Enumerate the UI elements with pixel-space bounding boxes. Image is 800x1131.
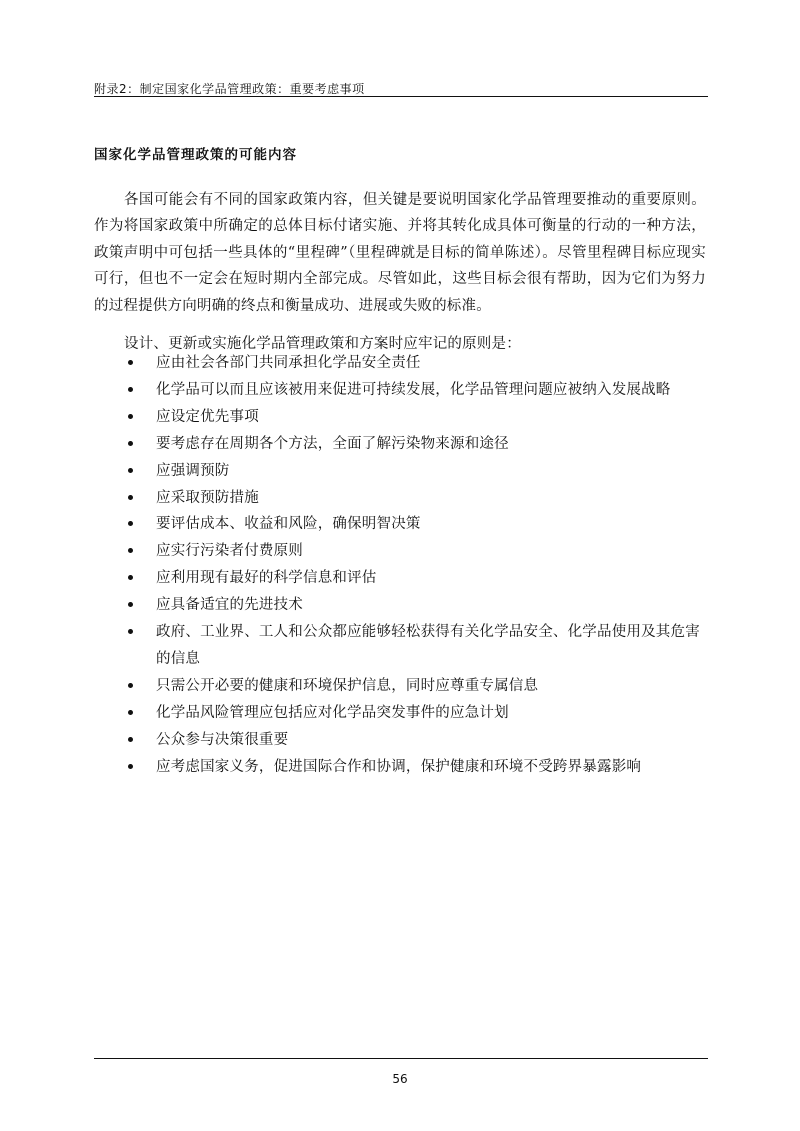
list-item-text: 应具备适宜的先进技术 bbox=[156, 597, 303, 614]
bullet-icon bbox=[128, 360, 133, 365]
list-item-text: 政府、工业界、工人和公众都应能够轻松获得有关化学品安全、化学品使用及其危害的信息 bbox=[156, 624, 700, 667]
list-item bbox=[94, 511, 708, 538]
list-item-text: 要评估成本、收益和风险，确保明智决策 bbox=[156, 516, 421, 533]
bullet-icon bbox=[128, 764, 133, 769]
section-title: 国家化学品管理政策的可能内容 bbox=[94, 147, 297, 163]
list-item-text: 化学品可以而且应该被用来促进可持续发展，化学品管理问题应被纳入发展战略 bbox=[156, 381, 671, 398]
bullet-icon bbox=[128, 521, 133, 526]
list-item-text: 应设定优先事项 bbox=[156, 408, 259, 425]
list-item-text: 应强调预防 bbox=[156, 462, 230, 479]
list-item-text: 应由社会各部门共同承担化学品安全责任 bbox=[156, 355, 421, 371]
list-item-text: 应利用现有最好的科学信息和评估 bbox=[156, 570, 377, 587]
list-item bbox=[94, 485, 708, 512]
running-header: 附录2：制定国家化学品管理政策：重要考虑事项 bbox=[94, 82, 365, 96]
bullet-icon bbox=[128, 602, 133, 607]
bullet-icon bbox=[128, 441, 133, 446]
page-number: 56 bbox=[392, 1072, 408, 1086]
list-item-text: 公众参与决策很重要 bbox=[156, 731, 289, 748]
list-item bbox=[94, 350, 708, 377]
list-item-text: 只需公开必要的健康和环境保护信息，同时应尊重专属信息 bbox=[156, 677, 539, 694]
list-item bbox=[94, 404, 708, 431]
list-item bbox=[94, 700, 708, 727]
list-item bbox=[94, 619, 708, 673]
bullet-icon bbox=[128, 575, 133, 580]
intro-paragraph: 各国可能会有不同的国家政策内容，但关键是要说明国家化学品管理要推动的重要原则。作为将国家政策中所确定的总体目标付诸实施、并将其转化成具体可衡量的行动的一种方法，政策声明中可包括一些具体的“里程碑”（里程碑就是目标的简单陈述）。尽管里程碑目标应现实可行，但也不一定会在短时期内全部完成。尽管如此，这些目标会很有帮助，因为它们为努力的过程提供方向明确的终点和衡量成功、进展或失败的标准。 bbox=[94, 191, 706, 314]
bullet-icon bbox=[128, 710, 133, 715]
list-item bbox=[94, 754, 708, 781]
list-item bbox=[94, 592, 708, 619]
header-divider bbox=[94, 96, 708, 97]
bullet-icon bbox=[128, 737, 133, 742]
list-item bbox=[94, 565, 708, 592]
bullet-icon bbox=[128, 683, 133, 688]
list-item-text: 应考虑国家义务，促进国际合作和协调，保护健康和环境不受跨界暴露影响 bbox=[156, 758, 642, 775]
bullet-icon bbox=[128, 387, 133, 392]
bullet-icon bbox=[128, 414, 133, 419]
list-item-text: 应采取预防措施 bbox=[156, 489, 259, 506]
bullet-icon bbox=[128, 495, 133, 500]
bullet-icon bbox=[128, 629, 133, 634]
list-item-text: 要考虑存在周期各个方法，全面了解污染物来源和途径 bbox=[156, 435, 509, 452]
bullet-icon bbox=[128, 468, 133, 473]
bullet-icon bbox=[128, 548, 133, 553]
footer-divider bbox=[94, 1058, 708, 1059]
principles-lead-paragraph: 设计、更新或实施化学品管理政策和方案时应牢记的原则是： bbox=[124, 335, 521, 352]
list-item-text: 化学品风险管理应包括应对化学品突发事件的应急计划 bbox=[156, 704, 509, 721]
list-item bbox=[94, 458, 708, 485]
list-item bbox=[94, 431, 708, 458]
list-item-text: 应实行污染者付费原则 bbox=[156, 543, 303, 560]
list-item bbox=[94, 673, 708, 700]
list-item bbox=[94, 727, 708, 754]
list-item bbox=[94, 377, 708, 404]
list-item bbox=[94, 538, 708, 565]
principles-list bbox=[94, 350, 708, 781]
